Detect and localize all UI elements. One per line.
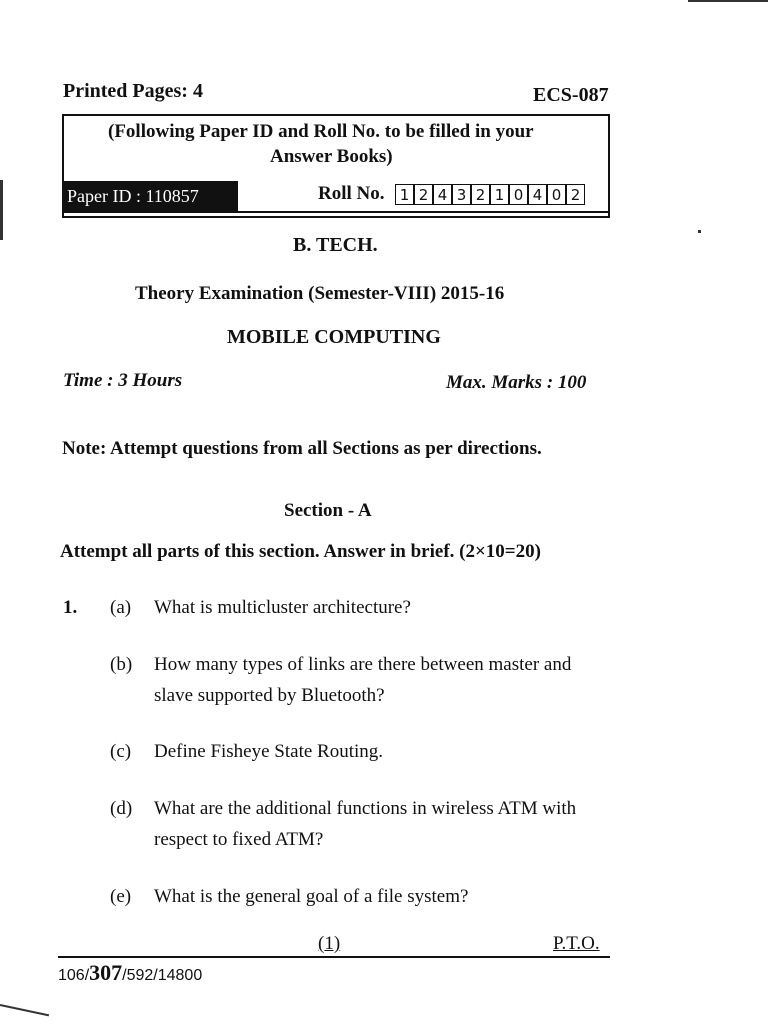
part-text: What is the general goal of a file system? [154, 886, 469, 907]
roll-digit: 1 [395, 184, 414, 205]
part-letter: (b) [110, 654, 133, 675]
roll-digit: 0 [547, 184, 566, 205]
printed-pages: Printed Pages: 4 [63, 80, 203, 102]
roll-digit: 2 [471, 184, 490, 205]
degree-title: B. TECH. [293, 234, 378, 256]
roll-digit: 4 [528, 184, 547, 205]
roll-no-label: Roll No. [318, 183, 385, 204]
box-divider [62, 211, 610, 213]
part-letter: (e) [110, 886, 132, 907]
max-marks: Max. Marks : 100 [446, 372, 587, 393]
scan-edge-mark [0, 1004, 49, 1016]
paper-id-label: Paper ID : 110857 [62, 181, 238, 211]
page-number: (1) [318, 933, 341, 954]
part-text: What is multicluster architecture? [154, 597, 411, 618]
scan-edge-mark [0, 180, 3, 240]
box-instruction-line2: Answer Books) [270, 146, 393, 167]
part-letter: (a) [110, 597, 132, 618]
pto-label: P.T.O. [553, 933, 600, 954]
roll-no-boxes [395, 184, 585, 207]
scan-edge-mark [688, 0, 768, 2]
part-text: How many types of links are there between master and slave supported by Bluetooth? [154, 654, 572, 706]
exam-time: Time : 3 Hours [63, 370, 183, 391]
subject-title: MOBILE COMPUTING [227, 326, 441, 348]
part-letter: (d) [110, 798, 133, 819]
part-text: What are the additional functions in wireless ATM with respect to fixed ATM? [154, 798, 577, 850]
question-number: 1. [63, 597, 78, 618]
footer-rule [58, 956, 610, 958]
section-title: Section - A [284, 500, 372, 521]
roll-digit: 0 [509, 184, 528, 205]
roll-digit: 2 [414, 184, 433, 205]
part-letter: (c) [110, 741, 132, 762]
roll-digit: 4 [433, 184, 452, 205]
paper-code-suffix: /592/14800 [122, 967, 203, 984]
paper-code-main: 307 [89, 960, 123, 985]
paper-code [58, 960, 202, 986]
paper-code-prefix: 106/ [58, 967, 90, 984]
roll-digit: 1 [490, 184, 509, 205]
box-instruction-line1: (Following Paper ID and Roll No. to be filled in your [108, 121, 534, 142]
course-code: ECS-087 [533, 84, 609, 106]
exam-title: Theory Examination (Semester-VIII) 2015-16 [135, 283, 505, 304]
part-text: Define Fisheye State Routing. [154, 741, 384, 762]
section-instruction: Attempt all parts of this section. Answer in brief. (2×10=20) [60, 541, 541, 562]
roll-digit: 2 [566, 184, 585, 205]
roll-digit: 3 [452, 184, 471, 205]
exam-note: Note: Attempt questions from all Sections as per directions. [62, 438, 542, 459]
scan-dot [698, 230, 701, 233]
